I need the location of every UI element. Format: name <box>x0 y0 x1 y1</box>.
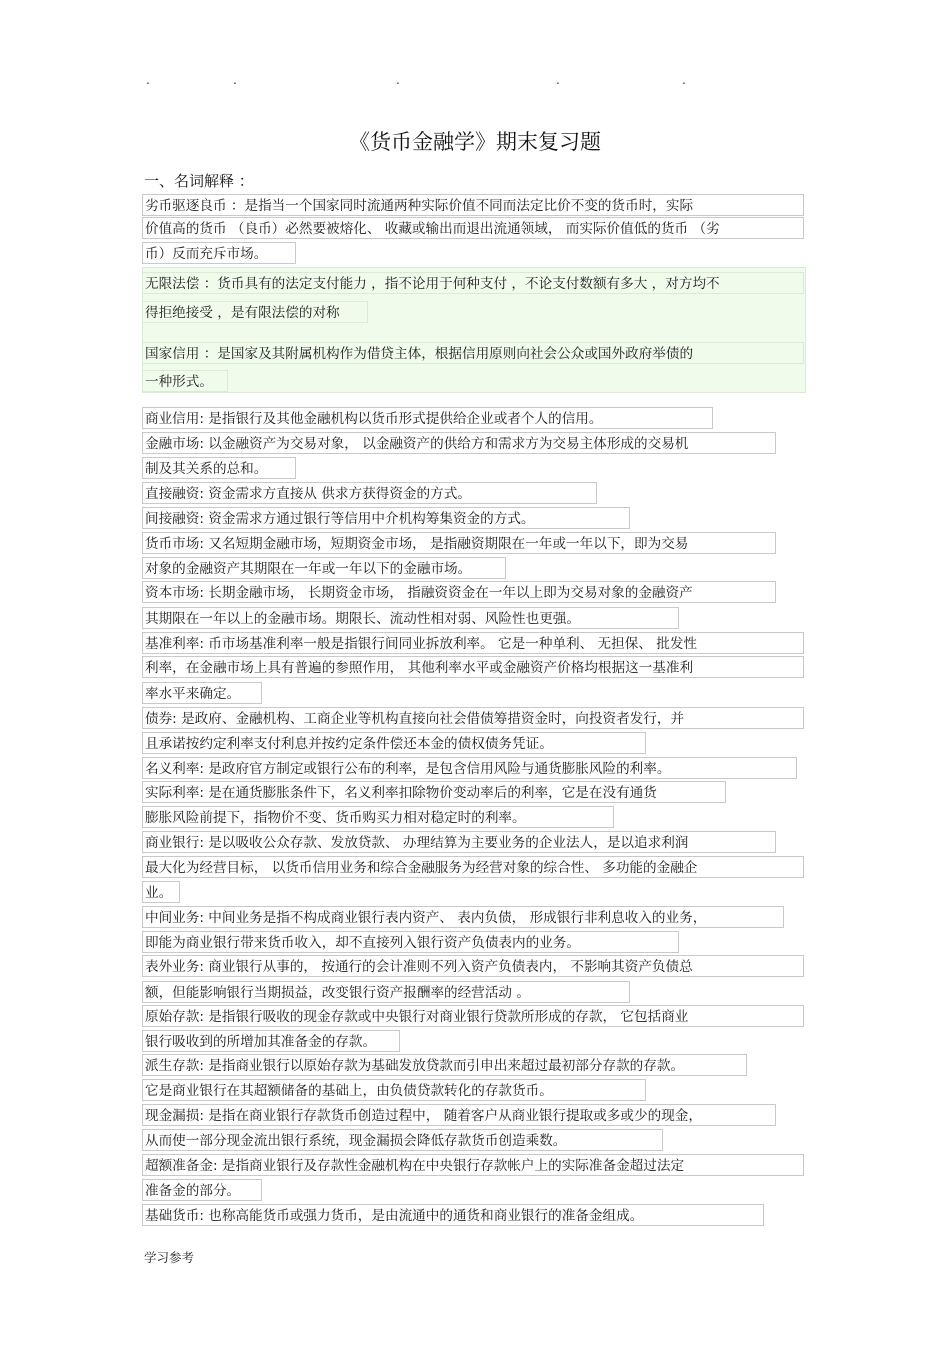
page-footer: 学习参考 <box>144 1250 195 1265</box>
text-line: 债券: 是政府、金融机构、工商企业等机构直接向社会借债筹措资金时，向投资者发行，并 <box>142 707 804 729</box>
text-line: 金融市场: 以金融资产为交易对象， 以金融资产的供给方和需求方为交易主体形成的交易机 <box>142 432 776 454</box>
text-line: 率水平来确定。 <box>142 682 262 704</box>
section-heading: 一、名词解释 ： <box>144 172 254 190</box>
text-line: 即能为商业银行带来货币收入，却不直接列入银行资产负债表内的业务。 <box>142 931 679 953</box>
text-line: 它是商业银行在其超额储备的基础上，由负债贷款转化的存款货币。 <box>142 1079 646 1101</box>
header-dot: . <box>396 73 400 87</box>
text-line: 国家信用 ：是国家及其附属机构作为借贷主体，根据信用原则向社会公众或国外政府举债的 <box>142 342 804 364</box>
text-line: 资本市场: 长期金融市场， 长期资金市场， 指融资资金在一年以上即为交易对象的金融资产 <box>142 581 776 603</box>
text-line: 表外业务: 商业银行从事的， 按通行的会计准则不列入资产负债表内， 不影响其资产负债总 <box>142 955 804 977</box>
text-line: 一种形式。 <box>142 370 228 392</box>
text-line: 直接融资: 资金需求方直接从 供求方获得资金的方式。 <box>142 482 597 504</box>
text-line: 货币市场: 又名短期金融市场，短期资金市场， 是指融资期限在一年或一年以下，即为交易 <box>142 532 776 554</box>
text-line: 得拒绝接受 ，是有限法偿的对称 <box>142 301 368 323</box>
header-dot: . <box>233 73 237 87</box>
header-dot: . <box>556 73 560 87</box>
text-line: 实际利率: 是在通货膨胀条件下，名义利率扣除物价变动率后的利率，它是在没有通货 <box>142 781 726 803</box>
text-line: 间接融资: 资金需求方通过银行等信用中介机构筹集资金的方式。 <box>142 507 630 529</box>
text-line: 超额准备金: 是指商业银行及存款性金融机构在中央银行存款帐户上的实际准备金超过法定 <box>142 1154 804 1176</box>
document-title: 《货币金融学》期末复习题 <box>349 130 601 154</box>
text-line: 名义利率: 是政府官方制定或银行公布的利率，是包含信用风险与通货膨胀风险的利率。 <box>142 757 797 779</box>
text-line: 原始存款: 是指银行吸收的现金存款或中央银行对商业银行贷款所形成的存款， 它包括商业 <box>142 1005 804 1027</box>
text-line: 无限法偿 ：货币具有的法定支付能力 ，指不论用于何种支付 ，不论支付数额有多大 ，对方均不 <box>142 272 804 294</box>
text-line: 价值高的货币 （良币）必然要被熔化、 收藏或输出而退出流通领域， 而实际价值低的货币 （劣 <box>142 217 804 239</box>
text-line: 基准利率: 币市场基准利率一般是指银行间同业拆放利率。 它是一种单利、 无担保、 批发性 <box>142 632 804 654</box>
text-line: 对象的金融资产其期限在一年或一年以下的金融市场。 <box>142 557 506 579</box>
text-line: 现金漏损: 是指在商业银行存款货币创造过程中， 随着客户从商业银行提取或多或少的现金， <box>142 1104 776 1126</box>
text-line: 劣币驱逐良币 ：是指当一个国家同时流通两种实际价值不同而法定比价不变的货币时，实际 <box>142 194 804 216</box>
text-line: 中间业务: 中间业务是指不构成商业银行表内资产、 表内负债， 形成银行非利息收入的业务， <box>142 906 784 928</box>
header-dot: . <box>682 73 686 87</box>
text-line: 从而使一部分现金流出银行系统，现金漏损会降低存款货币创造乘数。 <box>142 1129 663 1151</box>
text-line: 额，但能影响银行当期损益，改变银行资产报酬率的经营活动 。 <box>142 981 630 1003</box>
header-dots <box>0 74 950 86</box>
text-line: 准备金的部分。 <box>142 1179 262 1201</box>
text-line: 银行吸收到的所增加其准备金的存款。 <box>142 1030 400 1052</box>
header-dot: . <box>146 73 150 87</box>
text-line: 制及其关系的总和。 <box>142 457 296 479</box>
text-line: 币）反而充斥市场。 <box>142 242 296 264</box>
text-line: 派生存款: 是指商业银行以原始存款为基础发放贷款而引申出来超过最初部分存款的存款。 <box>142 1054 747 1076</box>
text-line: 商业银行: 是以吸收公众存款、发放贷款、 办理结算为主要业务的企业法人，是以追求利润 <box>142 831 776 853</box>
text-line: 其期限在一年以上的金融市场。期限长、流动性相对弱、风险性也更强。 <box>142 607 679 629</box>
text-line: 膨胀风险前提下，指物价不变、货币购买力相对稳定时的利率。 <box>142 806 614 828</box>
text-line: 商业信用: 是指银行及其他金融机构以货币形式提供给企业或者个人的信用。 <box>142 407 713 429</box>
text-line: 且承诺按约定利率支付利息并按约定条件偿还本金的债权债务凭证。 <box>142 732 646 754</box>
text-line: 最大化为经营目标， 以货币信用业务和综合金融服务为经营对象的综合性、 多功能的金融企 <box>142 856 804 878</box>
text-line: 业。 <box>142 881 180 903</box>
text-line: 利率，在金融市场上具有普遍的参照作用， 其他利率水平或金融资产价格均根据这一基准利 <box>142 656 804 678</box>
text-line: 基础货币: 也称高能货币或强力货币，是由流通中的通货和商业银行的准备金组成。 <box>142 1204 764 1226</box>
